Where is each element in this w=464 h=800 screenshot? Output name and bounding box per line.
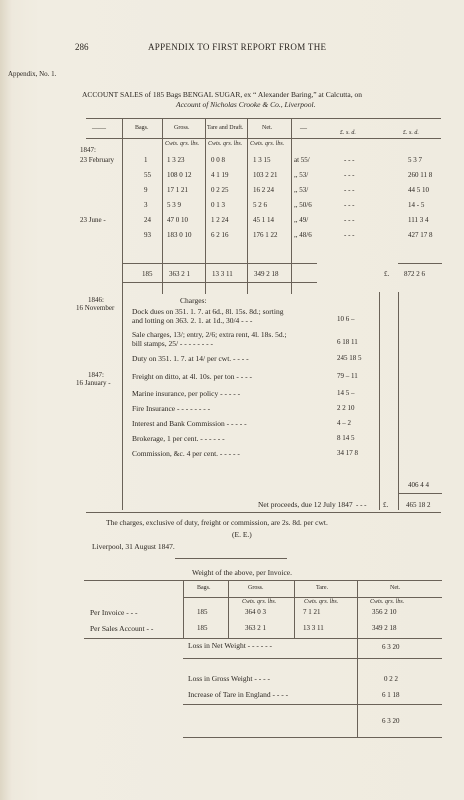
- sales-row-net: 5 2 6: [253, 201, 267, 209]
- initials: (E. E.): [232, 530, 252, 539]
- sales-header-gross: Gross.: [174, 125, 190, 131]
- weight-row-tare: 13 3 11: [303, 624, 324, 632]
- sales-total-pound: £.: [384, 270, 390, 278]
- sales-total-amount: 872 2 6: [404, 270, 425, 278]
- sales-header-dash-1: ——: [92, 124, 106, 132]
- charge-item-amount: 10 6 –: [337, 315, 355, 323]
- sales-header-net: Net.: [262, 125, 273, 131]
- sales-row-tare: 0 2 25: [211, 186, 229, 194]
- running-title: APPENDIX TO FIRST REPORT FROM THE: [148, 42, 327, 52]
- charge-item-amount: 245 18 5: [337, 354, 362, 362]
- sales-row-net: 103 2 21: [253, 171, 278, 179]
- sales-row-rate: ,, 48/6: [294, 231, 312, 239]
- sales-table-top-rule: [86, 118, 441, 119]
- charge-item-line: Commission, &c. 4 per cent. - - - - -: [132, 449, 240, 458]
- sales-col-line-3: [205, 118, 206, 294]
- sales-row-bags: 93: [144, 231, 151, 239]
- sales-col-line-2: [162, 118, 163, 294]
- sales-table-header-rule: [86, 138, 441, 139]
- sales-row-rate: ,, 49/: [294, 216, 309, 224]
- charge-item-line: Marine insurance, per policy - - - - -: [132, 389, 241, 398]
- sales-row-bags: 9: [144, 186, 148, 194]
- sales-row-amount: 5 3 7: [408, 156, 422, 164]
- section-divider: [175, 558, 287, 559]
- weight-final-total: 6 3 20: [382, 717, 400, 725]
- weight-header-net: Net.: [390, 585, 401, 591]
- sales-row-rate: ,, 53/: [294, 186, 309, 194]
- sales-row-bags: 24: [144, 216, 151, 224]
- sales-row-mid: - - -: [344, 156, 355, 164]
- sales-header-tare: Tare and Draft.: [207, 125, 244, 131]
- weight-header-units-net: Cwts. qrs. lbs.: [370, 599, 405, 605]
- appendix-label: Appendix, No. 1.: [8, 70, 57, 78]
- sales-row-amount: 260 11 8: [408, 171, 433, 179]
- weight-row-bags: 185: [197, 624, 208, 632]
- weight-col-line-3: [294, 580, 295, 638]
- sales-col-line-5: [291, 118, 292, 294]
- weight-col-line-2: [228, 580, 229, 638]
- sales-row-tare: 1 2 24: [211, 216, 229, 224]
- sales-row-date: 23 February: [80, 156, 115, 164]
- weight-header-rule: [183, 597, 442, 598]
- sales-totals-rule-top: [122, 263, 317, 264]
- weight-row-gross: 363 2 1: [245, 624, 266, 632]
- sales-row-bags: 1: [144, 156, 148, 164]
- charges-amount-col-line: [379, 292, 380, 510]
- weight-row-label: Per Sales Account - -: [90, 624, 154, 633]
- sales-row-tare: 6 2 16: [211, 231, 229, 239]
- sales-row-amount: 44 5 10: [408, 186, 429, 194]
- sales-row-mid: - - -: [344, 201, 355, 209]
- sales-total-tare: 13 3 11: [212, 270, 233, 278]
- weight-final-rule-top: [183, 704, 442, 705]
- sales-row-mid: - - -: [344, 171, 355, 179]
- net-proceeds-amount: 465 18 2: [406, 501, 431, 509]
- weight-header-tare: Tare.: [316, 585, 329, 591]
- sales-header-lsd-2: £. s. d.: [403, 130, 419, 136]
- sales-row-rate: at 55/: [294, 156, 310, 164]
- charge-item-amount: 4 – 2: [337, 419, 351, 427]
- weight-header-gross: Gross.: [248, 585, 264, 591]
- charges-date1-year: 1846:: [88, 296, 104, 304]
- sales-amount-rule: [398, 263, 442, 264]
- net-proceeds-label: Net proceeds, due 12 July 1847: [258, 500, 353, 509]
- sales-row-gross: 17 1 21: [167, 186, 188, 194]
- sales-header-dash-2: —: [300, 124, 307, 132]
- sales-row-gross: 5 3 9: [167, 201, 181, 209]
- sales-row-mid: - - -: [344, 216, 355, 224]
- sales-row-mid: - - -: [344, 186, 355, 194]
- charges-date2-year: 1847:: [88, 371, 104, 379]
- tare-increase-value: 6 1 18: [382, 691, 400, 699]
- charges-total-col-line: [398, 292, 399, 510]
- sales-header-lsd-1: £. s. d.: [340, 130, 356, 136]
- account-title-line1: ACCOUNT SALES of 185 Bags BENGAL SUGAR, ex “ Alexander Baring,” at Calcutta, on: [82, 90, 362, 99]
- sales-row-rate: ,, 53/: [294, 171, 309, 179]
- tare-increase-label: Increase of Tare in England - - - -: [188, 690, 289, 699]
- sales-row-gross: 47 0 10: [167, 216, 188, 224]
- charge-item-amount: 79 – 11: [337, 372, 358, 380]
- place-and-date: Liverpool, 31 August 1847.: [92, 542, 175, 551]
- sales-header-units-tare: Cwts. qrs. lbs.: [208, 141, 243, 147]
- weight-net-col-line-lower: [357, 638, 358, 738]
- sales-row-date: 23 June -: [80, 216, 106, 224]
- sales-total-bags: 185: [142, 270, 153, 278]
- loss-net-label: Loss in Net Weight - - - - - -: [188, 641, 273, 650]
- charge-item-line-2: bill stamps, 25/ - - - - - - - -: [132, 339, 214, 348]
- sales-header-units-gross: Cwts. qrs. lbs.: [165, 141, 200, 147]
- sales-row-tare: 0 1 3: [211, 201, 225, 209]
- sales-row-bags: 55: [144, 171, 151, 179]
- charge-item-line: Brokerage, 1 per cent. - - - - - -: [132, 434, 225, 443]
- weight-rows-bottom-rule: [84, 638, 442, 639]
- weight-header-units-tare: Cwts. qrs. lbs.: [304, 599, 339, 605]
- weight-col-line-4: [357, 580, 358, 638]
- charge-item-amount: 14 5 –: [337, 389, 355, 397]
- sales-row-amount: 14 - 5: [408, 201, 425, 209]
- charge-item-line: Freight on ditto, at 4l. 10s. per ton - - - -: [132, 372, 252, 381]
- charge-item-line: Fire Insurance - - - - - - - -: [132, 404, 211, 413]
- sales-total-net: 349 2 18: [254, 270, 279, 278]
- sales-row-bags: 3: [144, 201, 148, 209]
- sales-row-tare: 4 1 19: [211, 171, 229, 179]
- weight-header-bags: Bags.: [197, 585, 211, 591]
- charges-note: The charges, exclusive of duty, freight or commission, are 2s. 8d. per cwt.: [106, 518, 328, 527]
- weight-row-label: Per Invoice - - -: [90, 608, 138, 617]
- loss-net-value: 6 3 20: [382, 643, 400, 651]
- sales-row-amount: 111 3 4: [408, 216, 429, 224]
- weight-row-net: 356 2 10: [372, 608, 397, 616]
- sales-row-date: 1847:: [80, 146, 96, 154]
- weight-top-rule: [84, 580, 442, 581]
- net-proceeds-dashes: - - -: [356, 501, 367, 509]
- sales-header-bags: Bags.: [135, 125, 149, 131]
- charge-item-line: Interest and Bank Commission - - - - -: [132, 419, 247, 428]
- sales-row-rate: ,, 50/6: [294, 201, 312, 209]
- weight-table-title: Weight of the above, per Invoice.: [192, 568, 292, 577]
- charge-item-amount: 34 17 8: [337, 449, 358, 457]
- sales-row-tare: 0 0 8: [211, 156, 225, 164]
- sales-row-net: 1 3 15: [253, 156, 271, 164]
- weight-row-gross: 364 0 3: [245, 608, 266, 616]
- sales-row-net: 16 2 24: [253, 186, 274, 194]
- weight-row-net: 349 2 18: [372, 624, 397, 632]
- sales-row-net: 45 1 14: [253, 216, 274, 224]
- charge-item-line: Dock dues on 351. 1. 7. at 6d., 8l. 15s. 8d.; sorting: [132, 307, 284, 316]
- sales-row-mid: - - -: [344, 231, 355, 239]
- charges-heading: Charges:: [180, 296, 207, 305]
- weight-col-line-1: [183, 580, 184, 638]
- sales-col-line-1: [122, 118, 123, 294]
- net-proceeds-pound: £.: [383, 501, 389, 509]
- account-title-line2: Account of Nicholas Crooke & Co., Liverpool.: [176, 100, 316, 109]
- sales-row-amount: 427 17 8: [408, 231, 433, 239]
- charge-item-line-2: and lotting on 363. 2. 1. at 1d., 30/4 - - -: [132, 316, 253, 325]
- sales-row-gross: 108 0 12: [167, 171, 192, 179]
- weight-row-tare: 7 1 21: [303, 608, 321, 616]
- charge-item-line: Duty on 351. 1. 7. at 14/ per cwt. - - - -: [132, 354, 249, 363]
- loss-gross-label: Loss in Gross Weight - - - -: [188, 674, 270, 683]
- sales-totals-rule-bottom: [122, 282, 317, 283]
- sales-header-units-net: Cwts. qrs. lbs.: [250, 141, 285, 147]
- weight-final-rule-bottom: [183, 737, 442, 738]
- sales-row-gross: 1 3 23: [167, 156, 185, 164]
- sales-row-gross: 183 0 10: [167, 231, 192, 239]
- charges-total-rule: [398, 493, 442, 494]
- loss-net-rule: [183, 658, 442, 659]
- sales-col-line-4: [247, 118, 248, 294]
- sales-row-net: 176 1 22: [253, 231, 278, 239]
- charges-date2-day: 16 January -: [76, 379, 111, 387]
- charges-left-bracket: [122, 292, 123, 510]
- weight-header-units-gross: Cwts. qrs. lbs.: [242, 599, 277, 605]
- page-number: 286: [75, 42, 89, 52]
- sales-total-gross: 363 2 1: [169, 270, 190, 278]
- sales-bottom-rule: [86, 512, 441, 513]
- charge-item-line: Sale charges, 13/; entry, 2/6; extra rent, 4l. 18s. 5d.;: [132, 330, 287, 339]
- loss-gross-value: 0 2 2: [384, 675, 398, 683]
- charge-item-amount: 6 18 11: [337, 338, 358, 346]
- charges-date1-day: 16 November: [76, 304, 115, 312]
- charge-item-amount: 2 2 10: [337, 404, 355, 412]
- charges-total: 406 4 4: [408, 481, 429, 489]
- weight-row-bags: 185: [197, 608, 208, 616]
- charge-item-amount: 8 14 5: [337, 434, 355, 442]
